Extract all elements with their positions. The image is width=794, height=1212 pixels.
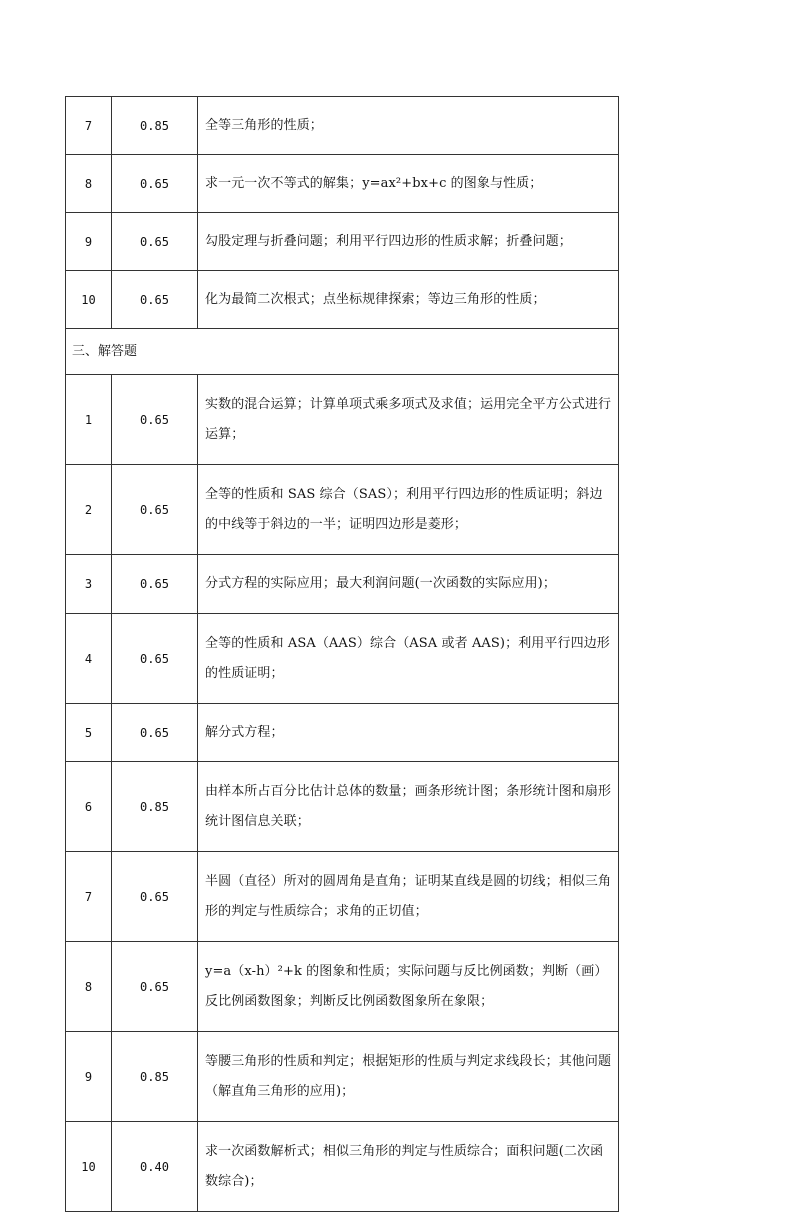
table-row: [66, 942, 619, 1032]
table-row: [66, 1122, 619, 1212]
knowledge-points: 化为最简二次根式；点坐标规律探索；等边三角形的性质；: [198, 271, 619, 329]
table-row: [66, 1032, 619, 1122]
knowledge-points: 全等的性质和 SAS 综合（SAS）；利用平行四边形的性质证明；斜边的中线等于斜边的一半；证明四边形是菱形；: [198, 465, 619, 555]
difficulty-score: 0.40: [112, 1122, 198, 1212]
knowledge-points: 由样本所占百分比估计总体的数量；画条形统计图；条形统计图和扇形统计图信息关联；: [198, 762, 619, 852]
knowledge-points: 半圆（直径）所对的圆周角是直角；证明某直线是圆的切线；相似三角形的判定与性质综合；求角的正切值；: [198, 852, 619, 942]
table-row: [66, 97, 619, 155]
question-number: 8: [66, 155, 112, 213]
difficulty-score: 0.65: [112, 375, 198, 465]
question-number: 7: [66, 852, 112, 942]
table-row: [66, 271, 619, 329]
table-row: [66, 155, 619, 213]
difficulty-score: 0.65: [112, 852, 198, 942]
question-number: 6: [66, 762, 112, 852]
difficulty-score: 0.65: [112, 942, 198, 1032]
question-number: 4: [66, 614, 112, 704]
difficulty-score: 0.85: [112, 97, 198, 155]
difficulty-score: 0.65: [112, 614, 198, 704]
knowledge-points: 求一元一次不等式的解集；y=ax²+bx+c 的图象与性质；: [198, 155, 619, 213]
knowledge-points: 实数的混合运算；计算单项式乘多项式及求值；运用完全平方公式进行运算；: [198, 375, 619, 465]
table-row: [66, 375, 619, 465]
table-row: [66, 213, 619, 271]
table-row: [66, 555, 619, 614]
section-row: [66, 329, 619, 375]
difficulty-score: 0.65: [112, 465, 198, 555]
knowledge-points: 求一次函数解析式；相似三角形的判定与性质综合；面积问题(二次函数综合)；: [198, 1122, 619, 1212]
difficulty-analysis-table: [65, 96, 619, 1212]
section-title: 三、解答题: [66, 329, 619, 375]
knowledge-points: 解分式方程；: [198, 704, 619, 762]
question-number: 9: [66, 1032, 112, 1122]
difficulty-score: 0.65: [112, 155, 198, 213]
difficulty-score: 0.65: [112, 555, 198, 614]
table-row: [66, 614, 619, 704]
table-row: [66, 465, 619, 555]
table-row: [66, 704, 619, 762]
difficulty-score: 0.65: [112, 271, 198, 329]
knowledge-points: y=a（x-h）²+k 的图象和性质；实际问题与反比例函数；判断（画）反比例函数图象；判断反比例函数图象所在象限；: [198, 942, 619, 1032]
question-number: 1: [66, 375, 112, 465]
table-row: [66, 762, 619, 852]
difficulty-score: 0.85: [112, 762, 198, 852]
question-number: 10: [66, 1122, 112, 1212]
difficulty-score: 0.65: [112, 704, 198, 762]
difficulty-score: 0.85: [112, 1032, 198, 1122]
question-number: 10: [66, 271, 112, 329]
knowledge-points: 勾股定理与折叠问题；利用平行四边形的性质求解；折叠问题；: [198, 213, 619, 271]
knowledge-points: 分式方程的实际应用；最大利润问题(一次函数的实际应用)；: [198, 555, 619, 614]
question-number: 9: [66, 213, 112, 271]
knowledge-points: 等腰三角形的性质和判定；根据矩形的性质与判定求线段长；其他问题（解直角三角形的应用)；: [198, 1032, 619, 1122]
question-number: 8: [66, 942, 112, 1032]
difficulty-score: 0.65: [112, 213, 198, 271]
knowledge-points: 全等的性质和 ASA（AAS）综合（ASA 或者 AAS)；利用平行四边形的性质证明；: [198, 614, 619, 704]
question-number: 7: [66, 97, 112, 155]
question-number: 5: [66, 704, 112, 762]
knowledge-points: 全等三角形的性质；: [198, 97, 619, 155]
table-row: [66, 852, 619, 942]
question-number: 2: [66, 465, 112, 555]
question-number: 3: [66, 555, 112, 614]
